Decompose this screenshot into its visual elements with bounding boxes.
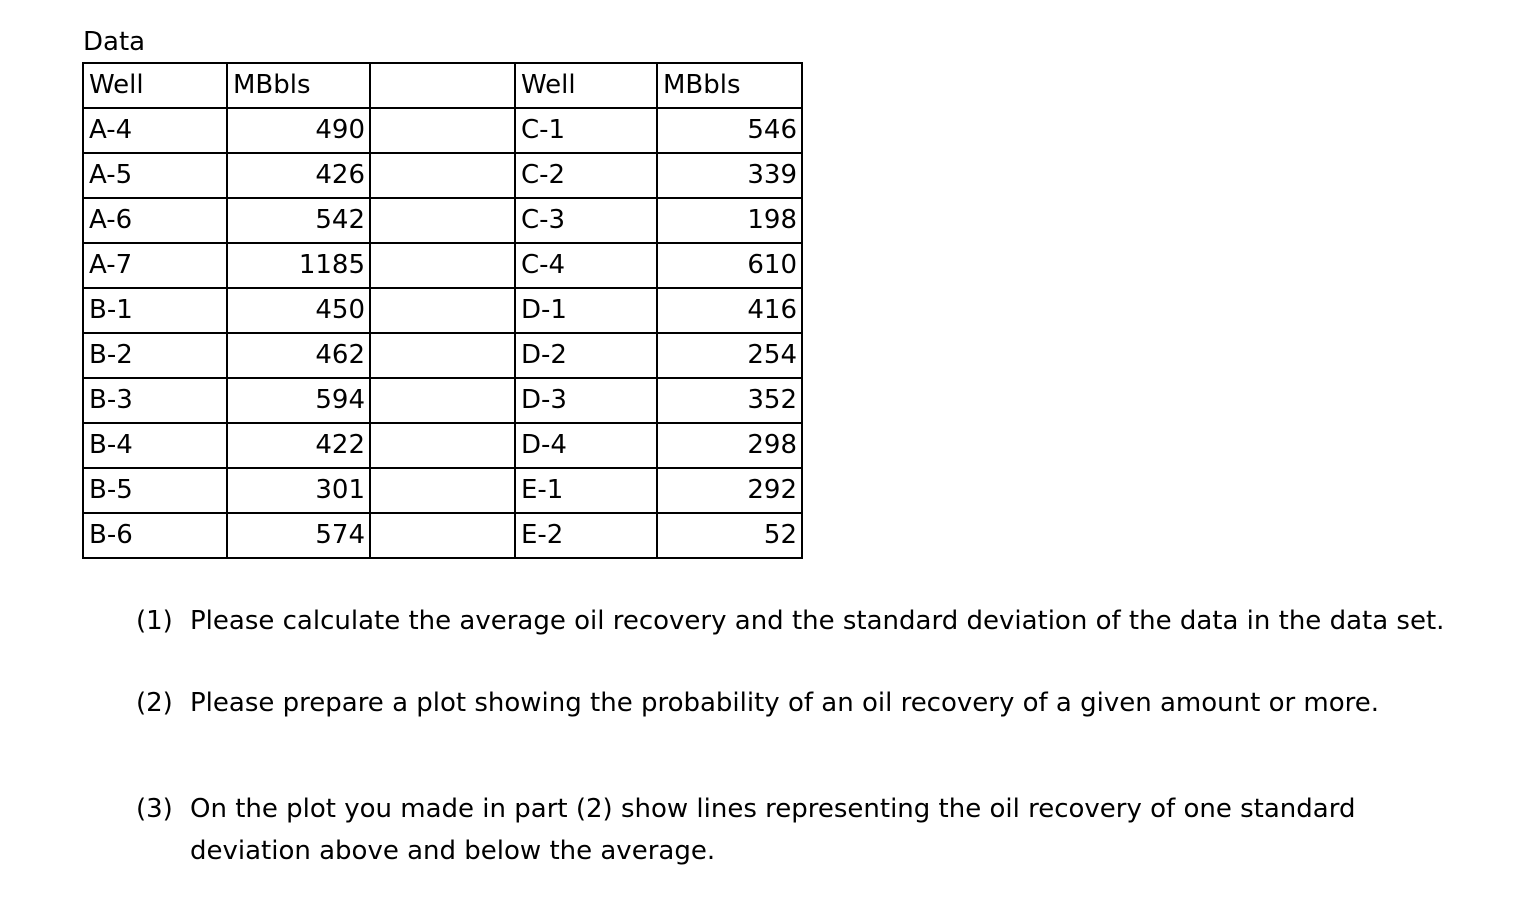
question-text: Please calculate the average oil recovery and the standard deviation of the data in the data set.: [190, 606, 1445, 636]
well-cell: D-1: [515, 288, 657, 333]
table-row: [83, 198, 802, 243]
well-cell: D-3: [515, 378, 657, 423]
well-cell: C-4: [515, 243, 657, 288]
empty-cell: [370, 198, 515, 243]
table-row: [83, 333, 802, 378]
well-cell: A-6: [83, 198, 227, 243]
empty-cell: [370, 378, 515, 423]
empty-cell: [370, 513, 515, 558]
well-cell: C-2: [515, 153, 657, 198]
well-cell: A-4: [83, 108, 227, 153]
mbbls-cell: 298: [657, 423, 802, 468]
well-cell: B-3: [83, 378, 227, 423]
well-cell: D-2: [515, 333, 657, 378]
well-cell: E-2: [515, 513, 657, 558]
mbbls-cell: 301: [227, 468, 370, 513]
well-cell: A-7: [83, 243, 227, 288]
well-cell: D-4: [515, 423, 657, 468]
mbbls-cell: 52: [657, 513, 802, 558]
mbbls-cell: 339: [657, 153, 802, 198]
well-cell: B-1: [83, 288, 227, 333]
table-row: [83, 378, 802, 423]
header-cell-mbbls: MBbls: [227, 63, 370, 108]
well-cell: B-4: [83, 423, 227, 468]
table-row: [83, 513, 802, 558]
question-number: (2): [136, 688, 173, 718]
empty-cell: [370, 423, 515, 468]
mbbls-cell: 1185: [227, 243, 370, 288]
empty-cell: [370, 468, 515, 513]
mbbls-cell: 198: [657, 198, 802, 243]
empty-cell: [370, 108, 515, 153]
header-cell-mbbls: MBbls: [657, 63, 802, 108]
empty-cell: [370, 153, 515, 198]
well-cell: C-1: [515, 108, 657, 153]
question-text: On the plot you made in part (2) show lines representing the oil recovery of one standard deviation above and below the average.: [190, 794, 1356, 866]
well-cell: B-5: [83, 468, 227, 513]
question-text: Please prepare a plot showing the probability of an oil recovery of a given amount or more.: [190, 688, 1380, 718]
header-cell-blank: [370, 63, 515, 108]
mbbls-cell: 490: [227, 108, 370, 153]
well-cell: A-5: [83, 153, 227, 198]
mbbls-cell: 594: [227, 378, 370, 423]
header-cell-well: Well: [83, 63, 227, 108]
empty-cell: [370, 288, 515, 333]
table-row: [83, 288, 802, 333]
mbbls-cell: 574: [227, 513, 370, 558]
question-number: (1): [136, 606, 173, 636]
empty-cell: [370, 333, 515, 378]
mbbls-cell: 352: [657, 378, 802, 423]
empty-cell: [370, 243, 515, 288]
mbbls-cell: 610: [657, 243, 802, 288]
header-cell-well: Well: [515, 63, 657, 108]
mbbls-cell: 292: [657, 468, 802, 513]
mbbls-cell: 546: [657, 108, 802, 153]
well-data-table: [82, 62, 803, 559]
table-header-row: [83, 63, 802, 108]
well-cell: E-1: [515, 468, 657, 513]
table-row: [83, 153, 802, 198]
table-row: [83, 243, 802, 288]
table-row: [83, 108, 802, 153]
mbbls-cell: 254: [657, 333, 802, 378]
mbbls-cell: 542: [227, 198, 370, 243]
sheet-title: Data: [83, 27, 146, 57]
question-number: (3): [136, 794, 173, 824]
table-row: [83, 468, 802, 513]
table-row: [83, 423, 802, 468]
mbbls-cell: 462: [227, 333, 370, 378]
mbbls-cell: 416: [657, 288, 802, 333]
well-cell: C-3: [515, 198, 657, 243]
mbbls-cell: 450: [227, 288, 370, 333]
mbbls-cell: 422: [227, 423, 370, 468]
well-cell: B-2: [83, 333, 227, 378]
well-cell: B-6: [83, 513, 227, 558]
mbbls-cell: 426: [227, 153, 370, 198]
